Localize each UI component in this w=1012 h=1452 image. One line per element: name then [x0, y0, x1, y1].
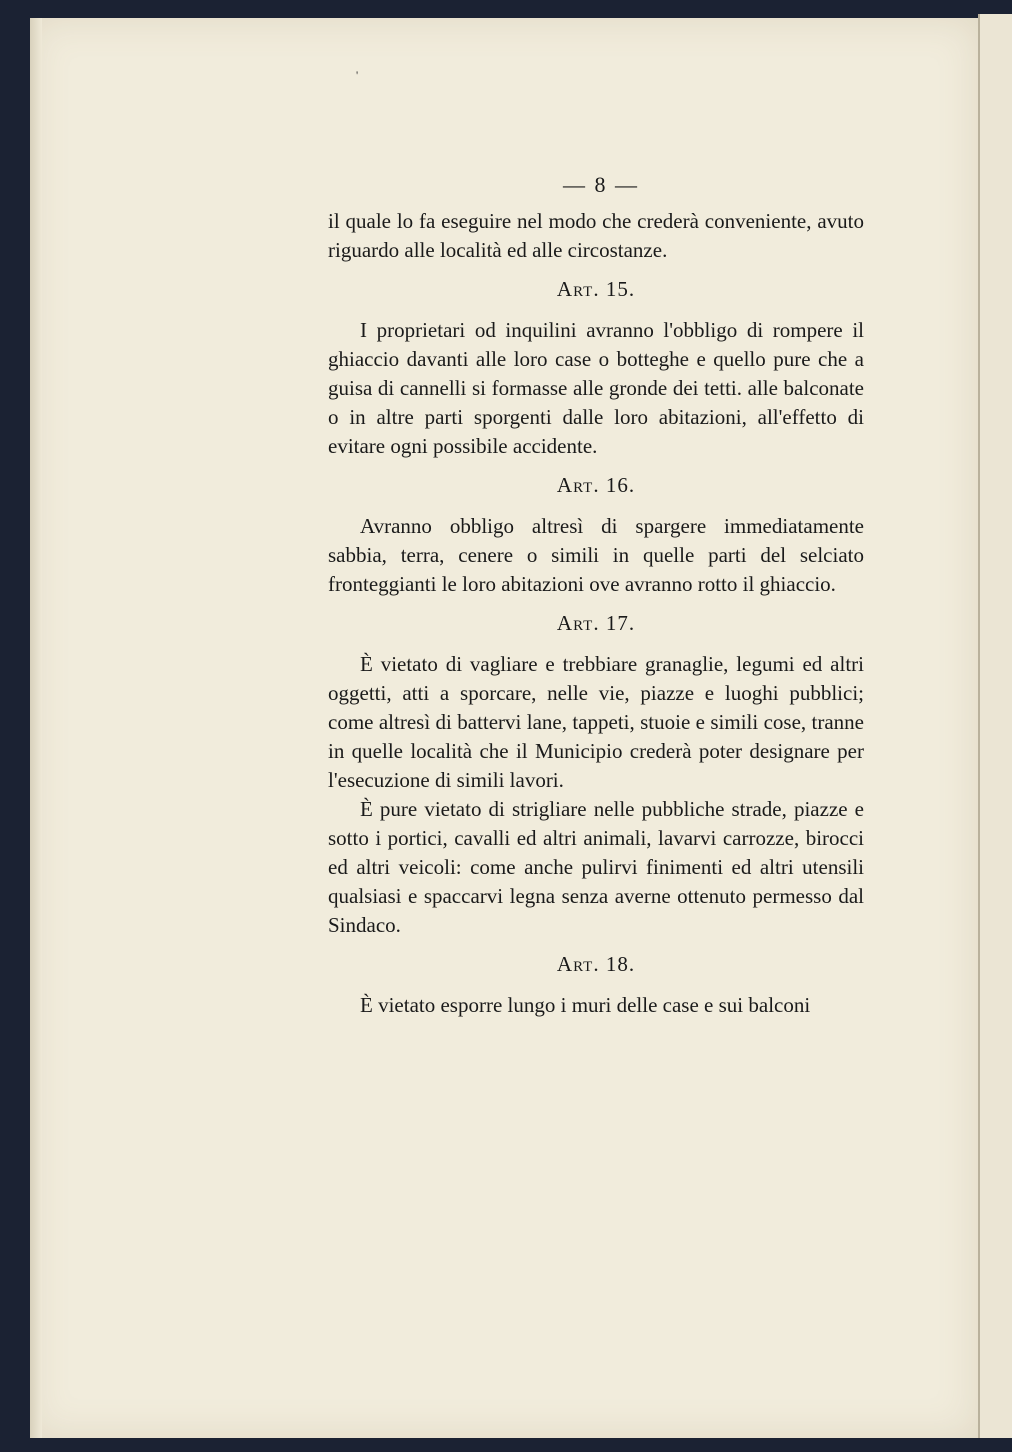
ink-speck: ': [356, 68, 359, 82]
page-number: — 8 —: [563, 172, 639, 197]
article-17-heading: Art. 17.: [556, 611, 636, 635]
article-15-heading: Art. 15.: [556, 277, 636, 301]
article-16-heading: Art. 16.: [556, 473, 636, 497]
page-gutter: [30, 18, 42, 1438]
article-15-paragraph: I proprietari od inquilini avranno l'obbligo di rompere il ghiaccio davanti alle loro case o botteghe e quello pure che a guisa di cannelli si formasse alle gronde dei tetti. alle balconate o in altre parti sporgenti dalle loro abitazioni, all'effetto di evitare ogni possibile accidente.: [328, 318, 864, 458]
article-18-heading: Art. 18.: [556, 952, 636, 976]
adjacent-page-edge: [978, 14, 1012, 1438]
article-17-paragraph-1: È vietato di vagliare e trebbiare granaglie, legumi ed altri oggetti, atti a sporcare, nelle vie, piazze e luoghi pubblici; come altresì di battervi lane, tappeti, stuoie e simili cose, tranne in quelle località che il Municipio crederà poter designare per l'esecuzione di simili lavori.: [328, 652, 864, 792]
article-18-paragraph: È vietato esporre lungo i muri delle case e sui balconi: [360, 993, 811, 1017]
article-17-paragraph-2: È pure vietato di strigliare nelle pubbliche strade, piazze e sotto i portici, cavalli ed altri animali, lavarvi carrozze, birocci ed altri veicoli: come anche pulirvi finimenti ed altri utensili qualsiasi e spaccarvi legna senza averne ottenuto permesso dal Sindaco.: [328, 797, 864, 937]
page-text: [328, 170, 864, 1020]
intro-paragraph: il quale lo fa eseguire nel modo che crederà conveniente, avuto riguardo alle località ed alle circostanze.: [328, 209, 864, 262]
article-16-paragraph: Avranno obbligo altresì di spargere immediatamente sabbia, terra, cenere o simili in quelle parti del selciato fronteggianti le loro abitazioni ove avranno rotto il ghiaccio.: [328, 514, 864, 596]
